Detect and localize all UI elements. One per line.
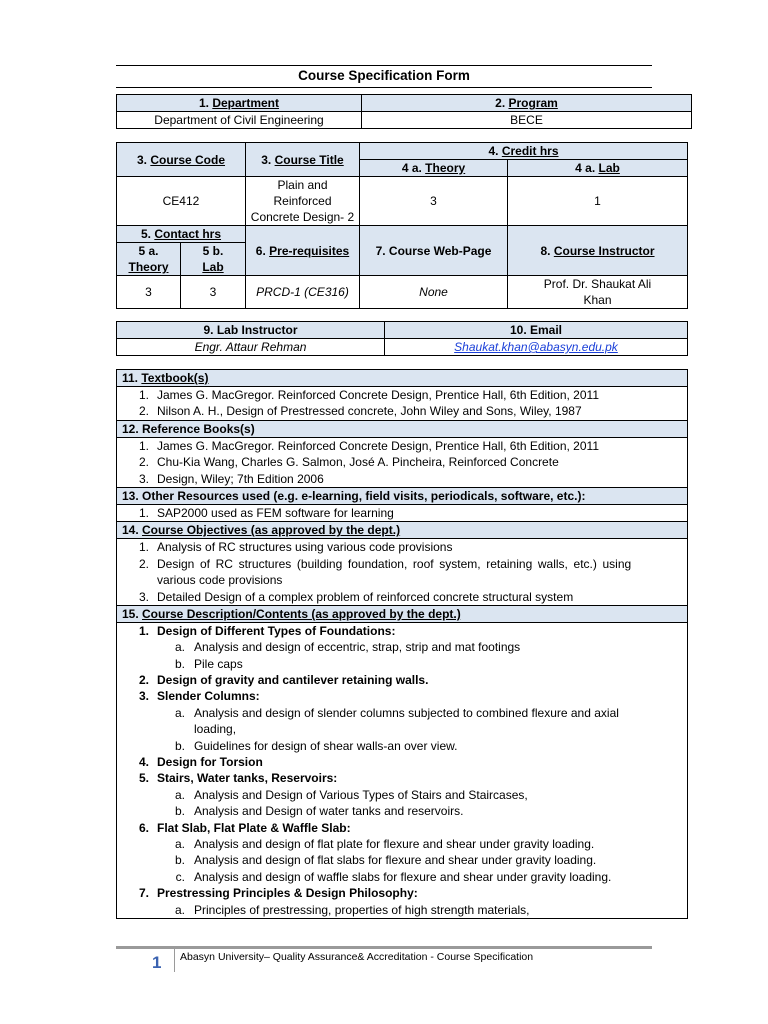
footer-rule: [116, 946, 652, 949]
department-header: 1. Department: [117, 95, 362, 112]
course-sections-table: [116, 369, 688, 919]
email-cell: [385, 339, 688, 356]
content-subtopic: b. Analysis and design of flat slabs for flexure and shear under gravity loading.: [174, 853, 597, 868]
content-subtopic: a. Principles of prestressing, properties of high strength materials,: [174, 902, 530, 917]
list-item: 2. Chu-Kia Wang, Charles G. Salmon, José A. Pincheira, Reinforced Concrete: [138, 455, 559, 470]
list-item: 3. Design, Wiley; 7th Edition 2006: [138, 471, 324, 486]
content-subtopic: loading,: [194, 722, 237, 737]
content-topic: 6. Flat Slab, Flat Plate & Waffle Slab:: [138, 820, 351, 835]
content-topic: 1. Design of Different Types of Foundations:: [138, 623, 396, 638]
contact-hrs-header: 5. Contact hrs: [117, 226, 246, 243]
list-item: 2. Design of RC structures (building foundation, roof system, retaining walls, etc.) using: [138, 556, 632, 571]
list-item: 1. SAP2000 used as FEM software for learning: [138, 505, 394, 520]
textbooks-header: 11. Textbook(s): [117, 370, 688, 387]
list-item: 3. Detailed Design of a complex problem of reinforced concrete structural system: [138, 589, 574, 604]
lab-instructor-value: Engr. Attaur Rehman: [117, 339, 385, 356]
list-item: 1. James G. MacGregor. Reinforced Concrete Design, Prentice Hall, 6th Edition, 2011: [138, 438, 599, 453]
contact-theory-value: 3: [117, 276, 181, 309]
course-code-value: CE412: [117, 177, 246, 226]
content-topic: 4. Design for Torsion: [138, 755, 263, 770]
course-code-header: 3. Course Code: [117, 143, 246, 177]
content-subtopic: c. Analysis and design of waffle slabs for flexure and shear under gravity loading.: [175, 869, 612, 884]
course-description-header: 15. Course Description/Contents (as approved by the dept.): [117, 605, 688, 622]
content-topic: 3. Slender Columns:: [138, 689, 260, 704]
title-bottom-rule: [116, 87, 652, 88]
contact-theory-header: 5 a. Theory: [117, 243, 181, 276]
list-item: 1. Analysis of RC structures using various code provisions: [138, 540, 453, 555]
prerequisites-header: 6. Pre-requisites: [246, 226, 360, 276]
footer-separator: [174, 948, 175, 972]
content-subtopic: b. Pile caps: [174, 656, 243, 671]
title-top-rule: [116, 65, 652, 66]
email-header: 10. Email: [385, 322, 688, 339]
email-link[interactable]: Shaukat.khan@abasyn.edu.pk: [454, 340, 618, 354]
content-subtopic: b. Guidelines for design of shear walls-an over view.: [174, 738, 458, 753]
lab-instructor-header: 9. Lab Instructor: [117, 322, 385, 339]
reference-books-list: [117, 437, 688, 487]
course-objectives-list: [117, 539, 688, 606]
program-header: 2. Program: [362, 95, 692, 112]
list-item: 2. Nilson A. H., Design of Prestressed concrete, John Wiley and Sons, Wiley, 1987: [138, 404, 582, 419]
page-number: 1: [152, 953, 162, 972]
content-subtopic: a. Analysis and design of flat plate for flexure and shear under gravity loading.: [174, 836, 595, 851]
reference-books-header: 12. Reference Books(s): [117, 420, 688, 437]
lab-credit-value: 1: [508, 177, 688, 226]
program-value: BECE: [362, 112, 692, 129]
footer-text: Abasyn University– Quality Assurance& Accreditation - Course Specification: [180, 951, 534, 963]
content-subtopic: a. Analysis and design of slender columns subjected to combined flexure and axial: [174, 705, 619, 720]
content-subtopic: a. Analysis and Design of Various Types of Stairs and Staircases,: [174, 787, 528, 802]
other-resources-header: 13. Other Resources used (e.g. e-learning, field visits, periodicals, software, etc.):: [117, 487, 688, 504]
course-objectives-header: 14. Course Objectives (as approved by the dept.): [117, 522, 688, 539]
contact-lab-value: 3: [181, 276, 246, 309]
course-web-page-value: None: [360, 276, 508, 309]
credit-hrs-header: 4. Credit hrs: [360, 143, 688, 160]
theory-credit-value: 3: [360, 177, 508, 226]
course-title-value: Plain and Reinforced Concrete Design- 2: [246, 177, 360, 226]
course-instructor-value: Prof. Dr. Shaukat Ali Khan: [508, 276, 688, 309]
other-resources-list: [117, 504, 688, 521]
course-details-table: [116, 142, 688, 309]
content-subtopic: a. Analysis and design of eccentric, strap, strip and mat footings: [174, 640, 521, 655]
textbooks-list: [117, 387, 688, 421]
form-title: Course Specification Form: [298, 68, 470, 83]
course-title-header: 3. Course Title: [246, 143, 360, 177]
content-topic: 7. Prestressing Principles & Design Philosophy:: [138, 886, 418, 901]
content-topic: 5. Stairs, Water tanks, Reservoirs:: [138, 771, 338, 786]
lab-header: 4 a. Lab: [508, 160, 688, 177]
list-item-continuation: various code provisions: [157, 573, 283, 588]
course-instructor-header: 8. Course Instructor: [508, 226, 688, 276]
prerequisites-value: PRCD-1 (CE316): [246, 276, 360, 309]
department-program-table: [116, 94, 692, 129]
department-value: Department of Civil Engineering: [117, 112, 362, 129]
contact-lab-header: 5 b. Lab: [181, 243, 246, 276]
theory-header: 4 a. Theory: [360, 160, 508, 177]
content-subtopic: b. Analysis and Design of water tanks and reservoirs.: [174, 804, 464, 819]
list-item: 1. James G. MacGregor. Reinforced Concrete Design, Prentice Hall, 6th Edition, 2011: [138, 388, 599, 402]
content-topic: 2. Design of gravity and cantilever retaining walls.: [138, 673, 429, 688]
course-description-list: [117, 622, 688, 918]
course-web-page-header: 7. Course Web-Page: [360, 226, 508, 276]
lab-instructor-table: [116, 321, 688, 356]
